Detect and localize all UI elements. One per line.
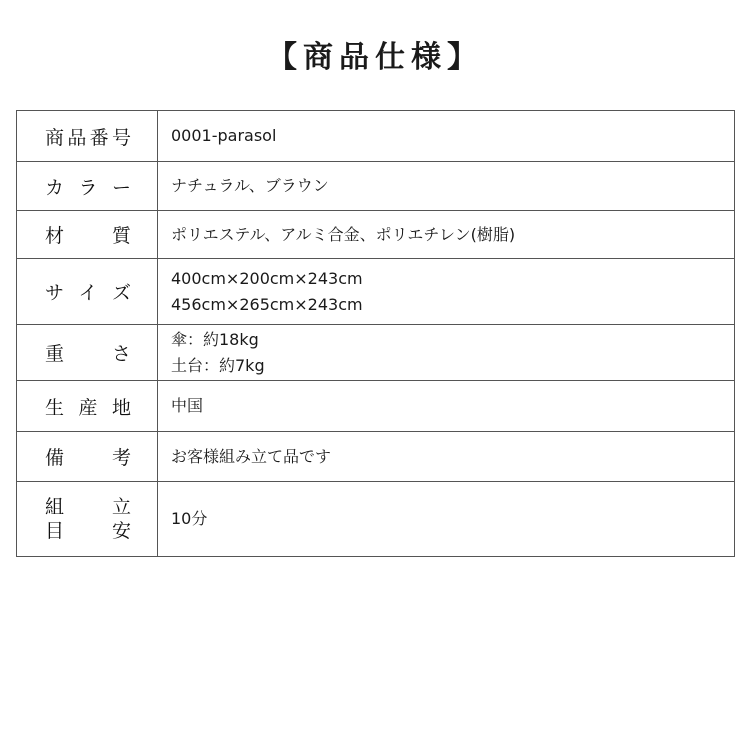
- spec-value: 傘：約18kg 土台：約7kg: [158, 325, 735, 381]
- spec-value: 0001-parasol: [158, 111, 735, 162]
- spec-label: 生 産 地: [17, 381, 158, 432]
- spec-value: 中国: [158, 381, 735, 432]
- spec-label: カ ラ ー: [17, 162, 158, 211]
- spec-row-notes: [17, 432, 735, 482]
- spec-row-size: [17, 259, 735, 325]
- spec-row-weight: [17, 325, 735, 381]
- spec-row-material: [17, 211, 735, 259]
- spec-label: 組 立 目 安: [17, 482, 158, 557]
- spec-label: 重 さ: [17, 325, 158, 381]
- spec-row-origin: [17, 381, 735, 432]
- spec-value: ナチュラル、ブラウン: [158, 162, 735, 211]
- spec-label: 商 品 番 号: [17, 111, 158, 162]
- spec-row-color: [17, 162, 735, 211]
- spec-value: お客様組み立て品です: [158, 432, 735, 482]
- spec-table: [16, 110, 735, 557]
- spec-row-assembly-time: [17, 482, 735, 557]
- page-title: 【商品仕様】: [267, 40, 483, 75]
- spec-label: 材 質: [17, 211, 158, 259]
- spec-label: 備 考: [17, 432, 158, 482]
- spec-value: 10分: [158, 482, 735, 557]
- spec-label: サ イ ズ: [17, 259, 158, 325]
- spec-value: ポリエステル、アルミ合金、ポリエチレン(樹脂): [158, 211, 735, 259]
- spec-row-product-number: [17, 111, 735, 162]
- spec-value: 400cm×200cm×243cm 456cm×265cm×243cm: [158, 259, 735, 325]
